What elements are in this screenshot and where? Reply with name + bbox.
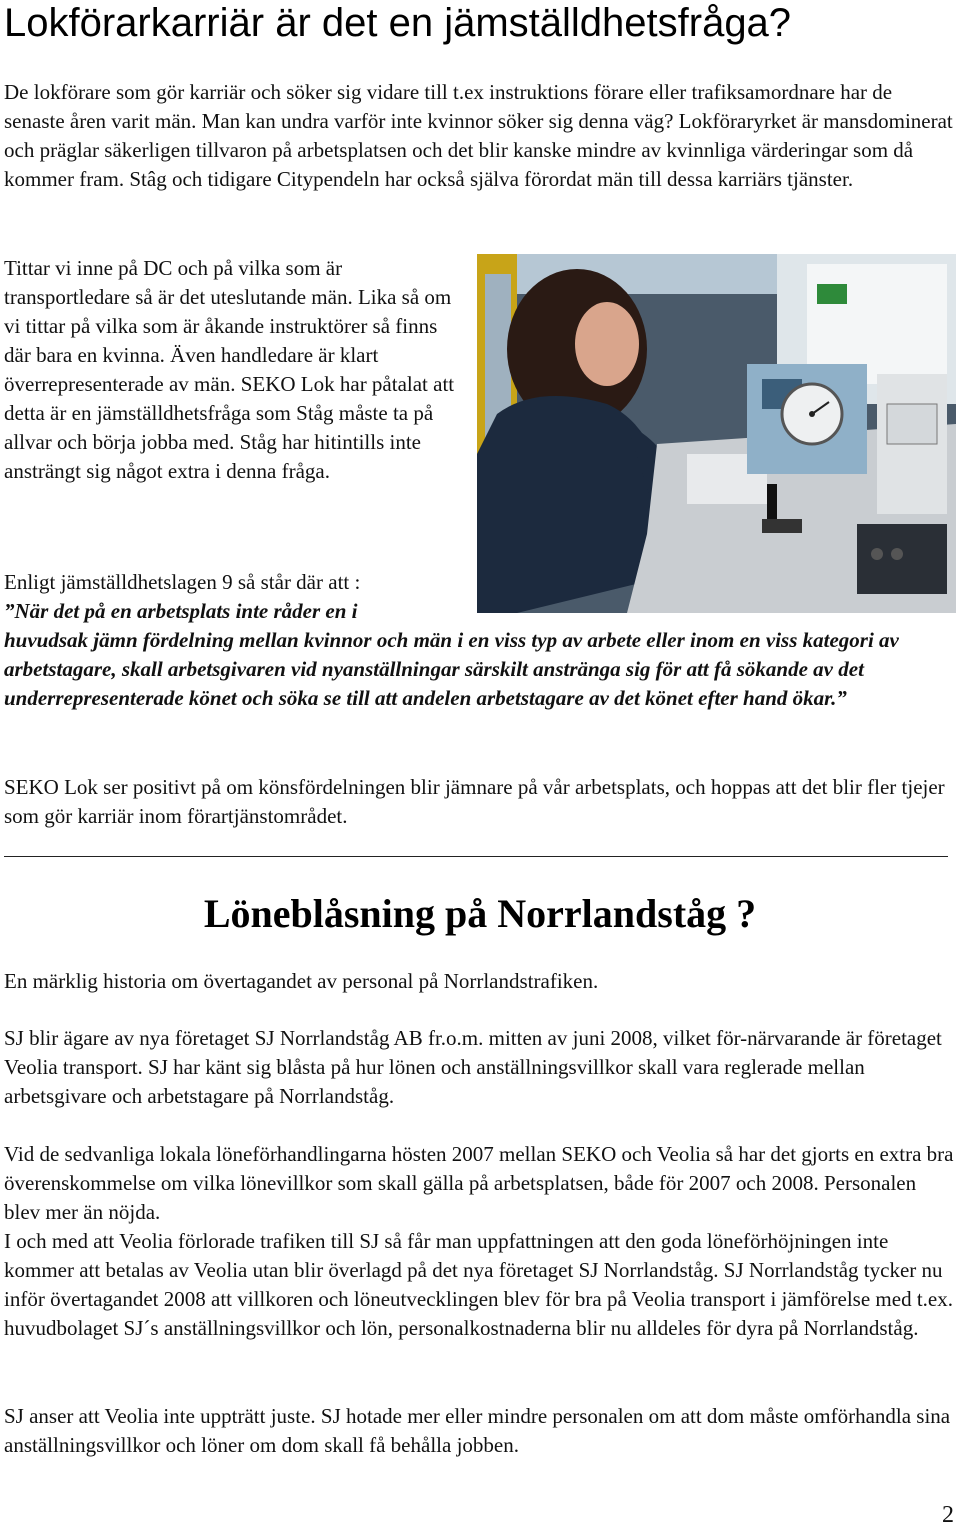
section2-paragraph-3b: I och med att Veolia förlorade trafiken till SJ så får man uppfattningen att den goda löneförhöjningen inte kommer att betalas av Veolia utan blir överlagd på det nya företaget SJ Norrlandståg. SJ Norrlandståg tycker nu inför övertagandet 2008 att villkoren och löneutvecklingen blev för bra på Veolia transport i jämförelse med t.ex. huvudbolaget SJ´s anställningsvillkor och lön, personalkostnaderna blir nu alldeles för dyra på Norrlandståg. bbox=[4, 1229, 953, 1340]
section2-paragraph-3 bbox=[4, 1140, 954, 1343]
law-intro: Enligt jämställdhetslagen 9 så står där att : bbox=[4, 570, 361, 594]
section-divider bbox=[4, 856, 948, 857]
intro-paragraph: De lokförare som gör karriär och söker sig vidare till t.ex instruktions förare eller trafiksamordnare har de senaste åren varit män. Man kan undra varför inte kvinnor söker sig denna väg? Lokföraryrket är mansdominerat och präglar säkerligen tillvaron på arbetsplatsen och det blir kanske mindre av kvinnliga värderingar som då kommer fram. Stâg och tidigare Citypendeln har också själva förordat män till dessa karriärs tjänster. bbox=[4, 80, 953, 191]
page-number: 2 bbox=[942, 1502, 954, 1528]
train-driver-photo bbox=[477, 254, 956, 613]
section-title: Lokförarkarriär är det en jämställdhetsfråga? bbox=[4, 1, 792, 45]
law-quote-rest: huvudsak jämn fördelning mellan kvinnor och män i en viss typ av arbete eller inom en viss kategori av arbetstagare, skall arbetsgivaren vid nyanställningar särskilt anstränga sig för att få sökande av det underrepresenterade könet och söka se till att andelen arbetstagare av det könet efter hand ökar.” bbox=[4, 628, 899, 710]
law-quote-first-line: ”När det på en arbetsplats inte råder en i bbox=[4, 599, 358, 623]
section-title-2: Löneblåsning på Norrlandståg ? bbox=[203, 891, 757, 936]
positive-paragraph: SEKO Lok ser positivt på om könsfördelningen blir jämnare på vår arbetsplats, och hoppas att det blir fler tjejer som gör karriär inom förartjänstområdet. bbox=[4, 775, 945, 828]
section2-paragraph-3a: Vid de sedvanliga lokala löneförhandlingarna hösten 2007 mellan SEKO och Veolia så har det gjorts en extra bra överenskommelse om vilka lönevillkor som skall gälla på arbetsplatsen, både för 2007 och 2008. Personalen blev mer än nöjda. bbox=[4, 1142, 954, 1224]
section2-paragraph-2: SJ blir ägare av nya företaget SJ Norrlandståg AB fr.o.m. mitten av juni 2008, vilket för-närvarande är företaget Veolia transport. SJ har känt sig blåsta på hur lönen och anställningsvillkor skall vara reglerade mellan arbetsgivare och arbetstagare på Norrlandståg. bbox=[4, 1026, 942, 1108]
section2-paragraph-1: En märklig historia om övertagandet av personal på Norrlandstrafiken. bbox=[4, 969, 599, 993]
train-driver-illustration bbox=[477, 254, 956, 613]
aside-paragraph: Tittar vi inne på DC och på vilka som är transportledare så är det uteslutande män. Lika så om vi tittar på vilka som är åkande instruktörer så finns där bara en kvinna. Även handledare är klart överrepresenterade av män. SEKO Lok har påtalat att detta är en jämställdhetsfråga som Ståg måste ta på allvar och börja jobba med. Ståg har hitintills inte ansträngt sig något extra i denna fråga. bbox=[4, 256, 455, 483]
section2-paragraph-4: SJ anser att Veolia inte uppträtt juste. SJ hotade mer eller mindre personalen om att dom måste omförhandla sina anställningsvillkor och löner om dom skall få behålla jobben. bbox=[4, 1404, 951, 1457]
law-quote bbox=[4, 597, 956, 713]
